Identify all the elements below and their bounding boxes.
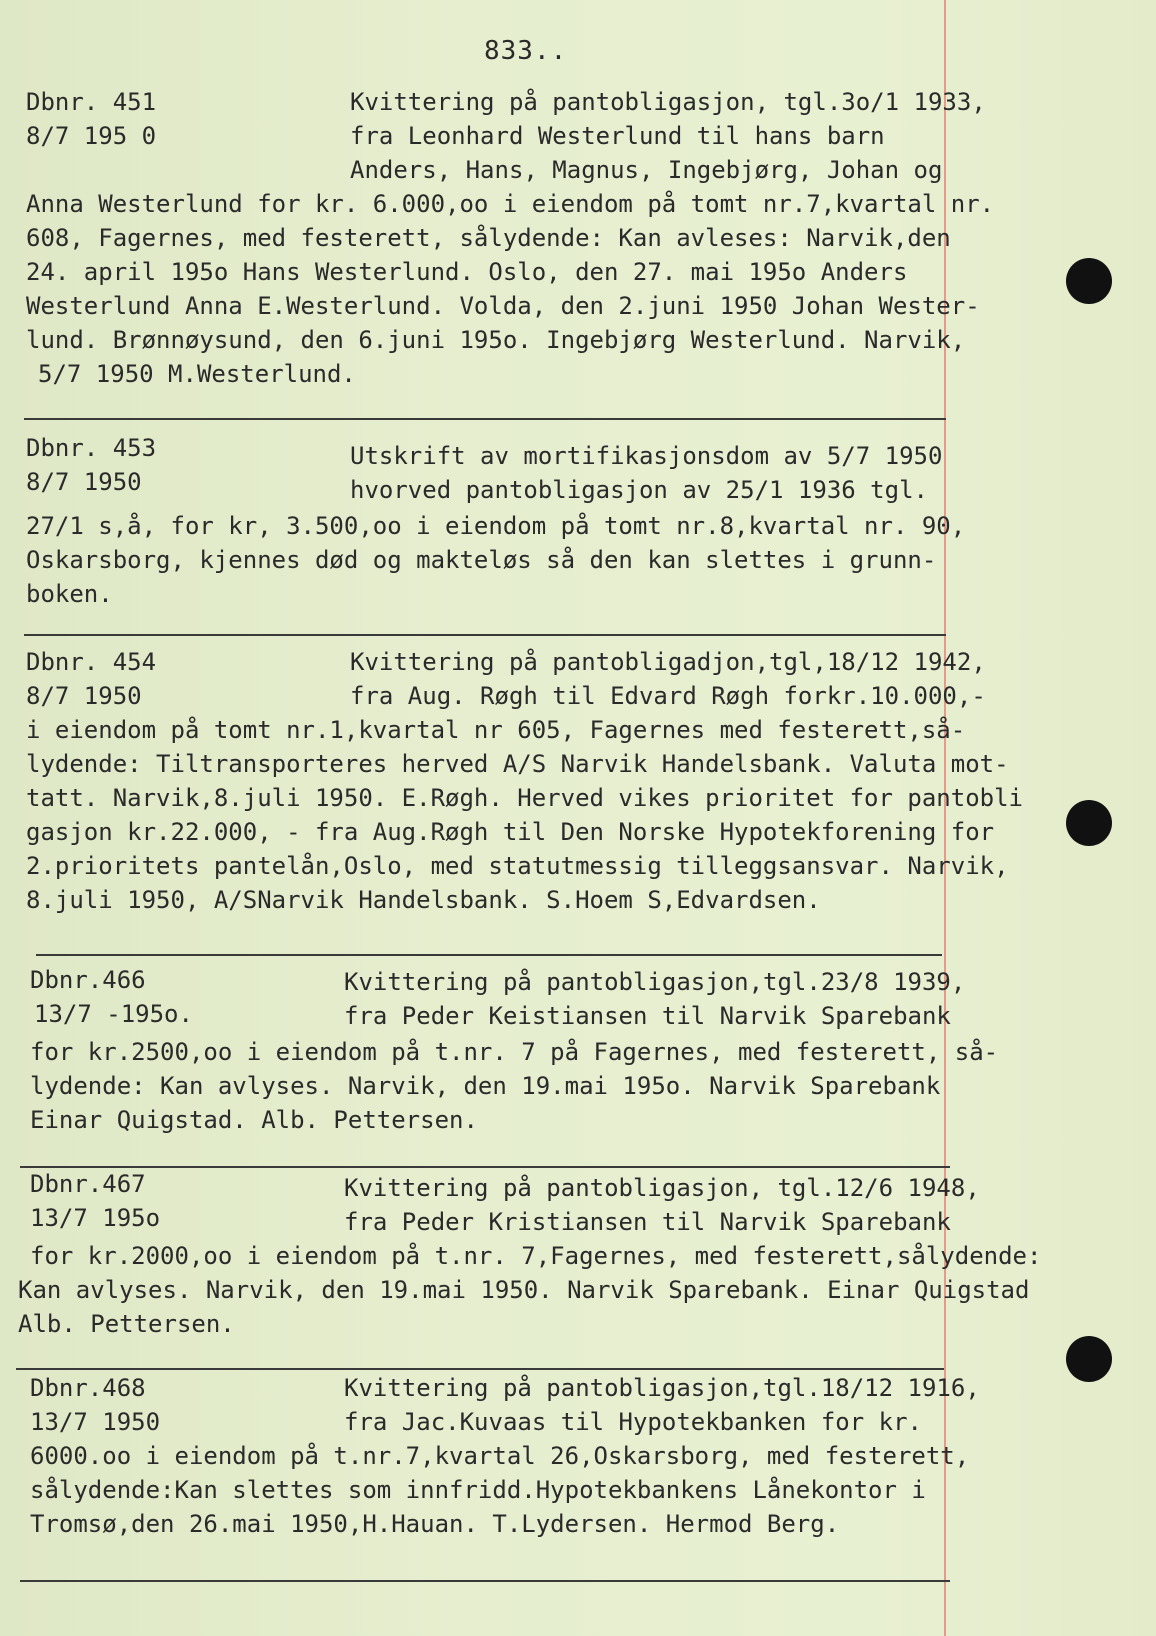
entry-body-line: gasjon kr.22.000, - fra Aug.Røgh til Den Norske Hypotekforening for [26,818,995,846]
punch-hole [1066,258,1112,304]
punch-hole [1066,1336,1112,1382]
entry-divider [16,1368,944,1370]
entry-body-line: sålydende:Kan slettes som innfridd.Hypotekbankens Lånekontor i [30,1476,926,1504]
entry-title-line: fra Peder Kristiansen til Narvik Sparebank [344,1208,951,1236]
entry-date: 13/7 1950 [30,1408,161,1436]
entry-body-line: 27/1 s,å, for kr, 3.500,oo i eiendom på tomt nr.8,kvartal nr. 90, [26,512,966,540]
entry-title-line: fra Jac.Kuvaas til Hypotekbanken for kr. [344,1408,922,1436]
entry-body-line: 6000.oo i eiendom på t.nr.7,kvartal 26,Oskarsborg, med festerett, [30,1442,970,1470]
entry-number: Dbnr.467 [30,1170,146,1198]
entry-divider [20,1166,950,1168]
entry-number: Dbnr. 451 [26,88,157,116]
entry-body-line: lydende: Kan avlyses. Narvik, den 19.mai 195o. Narvik Sparebank [30,1072,941,1100]
entry-body-line: Tromsø,den 26.mai 1950,H.Hauan. T.Lydersen. Hermod Berg. [30,1510,840,1538]
entry-divider [24,634,946,636]
entry-body-line: 608, Fagernes, med festerett, sålydende: Kan avleses: Narvik,den [26,224,951,252]
entry-title-line: fra Peder Keistiansen til Narvik Sparebank [344,1002,951,1030]
entry-divider [36,954,942,956]
entry-number: Dbnr. 453 [26,434,157,462]
entry-title-line: Kvittering på pantobligasjon, tgl.12/6 1948, [344,1174,980,1202]
entry-body-line: Einar Quigstad. Alb. Pettersen. [30,1106,478,1134]
entry-title-line: Kvittering på pantobligasjon,tgl.18/12 1916, [344,1374,980,1402]
entry-body-line: Alb. Pettersen. [18,1310,235,1338]
entry-title-line: fra Aug. Røgh til Edvard Røgh forkr.10.000,- [350,682,986,710]
entry-title-line: hvorved pantobligasjon av 25/1 1936 tgl. [350,476,928,504]
entry-title-line: Kvittering på pantobligasjon,tgl.23/8 1939, [344,968,966,996]
entry-body-line: Anna Westerlund for kr. 6.000,oo i eiendom på tomt nr.7,kvartal nr. [26,190,995,218]
entry-body-line: for kr.2000,oo i eiendom på t.nr. 7,Fagernes, med festerett,sålydende: [30,1242,1042,1270]
punch-hole [1066,800,1112,846]
entry-body-line: boken. [26,580,113,608]
entry-body-line: lund. Brønnøysund, den 6.juni 195o. Ingebjørg Westerlund. Narvik, [26,326,966,354]
page-number: 833.. [484,36,568,66]
entry-title-line: Utskrift av mortifikasjonsdom av 5/7 1950 [350,442,943,470]
entry-date: 8/7 1950 [26,682,142,710]
entry-body-line: Westerlund Anna E.Westerlund. Volda, den 2.juni 1950 Johan Wester- [26,292,980,320]
entry-body-line: tatt. Narvik,8.juli 1950. E.Røgh. Herved vikes prioritet for pantobli [26,784,1023,812]
entry-body-line: Oskarsborg, kjennes død og makteløs så den kan slettes i grunn- [26,546,937,574]
entry-date: 13/7 -195o. [34,1000,193,1028]
entry-number: Dbnr.468 [30,1374,146,1402]
entry-body-line: 24. april 195o Hans Westerlund. Oslo, den 27. mai 195o Anders [26,258,908,286]
entry-date: 8/7 1950 [26,468,142,496]
entry-date: 8/7 195 0 [26,122,157,150]
entry-body-line: lydende: Tiltransporteres herved A/S Narvik Handelsbank. Valuta mot- [26,750,1009,778]
entry-number: Dbnr. 454 [26,648,157,676]
entry-body-line: 8.juli 1950, A/SNarvik Handelsbank. S.Hoem S,Edvardsen. [26,886,821,914]
entry-title-line: Kvittering på pantobligasjon, tgl.3o/1 1933, [350,88,986,116]
entry-body-line: 2.prioritets pantelån,Oslo, med statutmessig tilleggsansvar. Narvik, [26,852,1009,880]
entry-date: 13/7 195o [30,1204,161,1232]
entry-title-line: Anders, Hans, Magnus, Ingebjørg, Johan og [350,156,943,184]
entry-body-line: Kan avlyses. Narvik, den 19.mai 1950. Narvik Sparebank. Einar Quigstad [18,1276,1030,1304]
entry-divider [20,1580,950,1582]
entry-body-line: 5/7 1950 M.Westerlund. [38,360,356,388]
entry-title-line: fra Leonhard Westerlund til hans barn [350,122,885,150]
entry-body-line: i eiendom på tomt nr.1,kvartal nr 605, Fagernes med festerett,så- [26,716,966,744]
entry-number: Dbnr.466 [30,966,146,994]
entry-divider [24,418,946,420]
entry-title-line: Kvittering på pantobligadjon,tgl,18/12 1942, [350,648,986,676]
entry-body-line: for kr.2500,oo i eiendom på t.nr. 7 på Fagernes, med festerett, så- [30,1038,999,1066]
